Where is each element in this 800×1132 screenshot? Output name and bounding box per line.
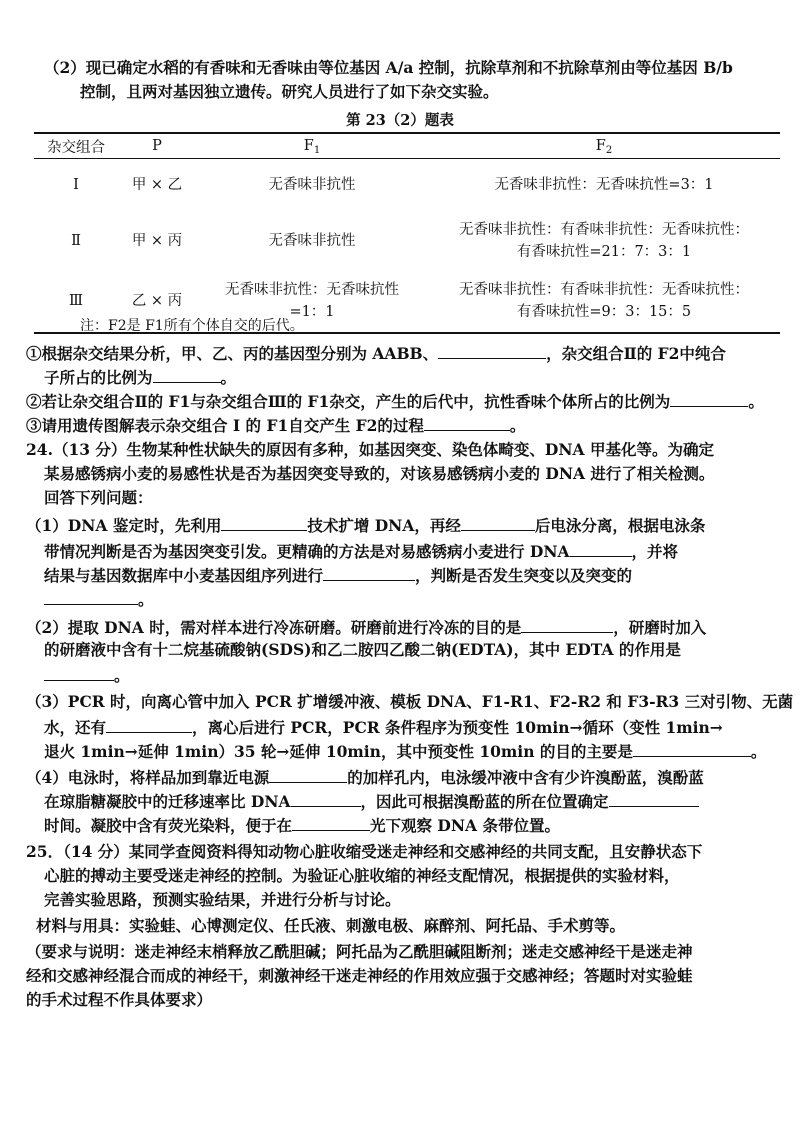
q24-p1-text-a: （1）DNA 鉴定时，先利用 bbox=[26, 516, 222, 535]
answer-blank[interactable] bbox=[291, 790, 361, 807]
q25-materials: 材料与用具：实验蛙、心博测定仪、任氏液、刺激电极、麻醉剂、阿托品、手术剪等。 bbox=[36, 916, 626, 935]
q23-sub2-text-b: 。 bbox=[748, 392, 764, 411]
q25-requirements-line2: 经和交感神经混合而成的神经干，刺激神经干迷走神经的作用效应强于交感神经；答题时对实验蛙 bbox=[26, 966, 693, 985]
q24-p4-text-c: 在琼脂糖凝胶中的迁移速率比 DNA bbox=[44, 792, 291, 811]
answer-blank[interactable] bbox=[609, 790, 699, 807]
q24-p2-line1 bbox=[26, 616, 706, 638]
q25-requirements-line3: 的手术过程不作具体要求） bbox=[26, 990, 213, 1009]
answer-blank[interactable] bbox=[106, 716, 192, 733]
cell-p: 乙 × 丙 bbox=[118, 271, 196, 333]
q24-intro-line1: 24.（13 分）生物某种性状缺失的原因有多种，如基因突变、染色体畸变、DNA 甲基化等。为确定 bbox=[26, 440, 714, 459]
q24-p1-line3 bbox=[44, 564, 632, 586]
cell-f1-line1: 无香味非抗性：无香味抗性 bbox=[225, 282, 399, 298]
cell-f2-line2: 有香味抗性=9：3：15：5 bbox=[516, 304, 692, 320]
answer-blank[interactable] bbox=[521, 616, 613, 633]
q24-p1-text-b: 技术扩增 DNA，再经 bbox=[307, 516, 461, 535]
answer-blank[interactable] bbox=[633, 740, 751, 757]
q24-p1-text-c: 后电泳分离，根据电泳条 bbox=[534, 516, 706, 535]
q24-p3-text-e: 。 bbox=[750, 742, 767, 761]
cell-f2-line1: 无香味非抗性：有香味非抗性：无香味抗性： bbox=[459, 221, 749, 238]
q24-p2-text-a: （2）提取 DNA 时，需对样本进行冷冻研磨。研磨前进行冷冻的目的是 bbox=[26, 618, 522, 637]
q24-p2-line2: 的研磨液中含有十二烷基硫酸钠(SDS)和乙二胺四乙酸二钠(EDTA)，其中 EDTA 的作用是 bbox=[44, 640, 681, 659]
table-note: 注：F2是 F1所有个体自交的后代。 bbox=[80, 318, 304, 334]
table-header-row bbox=[34, 133, 780, 159]
answer-blank[interactable] bbox=[570, 540, 632, 557]
q24-p4-line3 bbox=[44, 814, 560, 836]
answer-blank[interactable] bbox=[292, 814, 370, 831]
q24-p1-text-f: 结果与基因数据库中小麦基因组序列进行 bbox=[44, 566, 324, 585]
q24-p4-text-f: 光下观察 DNA 条带位置。 bbox=[370, 816, 560, 835]
q23-sub1-line1 bbox=[26, 342, 726, 364]
answer-blank[interactable] bbox=[670, 390, 748, 407]
answer-blank[interactable] bbox=[153, 366, 221, 383]
q25-intro-line2: 心脏的搏动主要受迷走神经的控制。为验证心脏收缩的神经支配情况，根据提供的实验材料， bbox=[44, 866, 680, 885]
q23-2-intro-line2: 控制，且两对基因独立遗传。研究人员进行了如下杂交实验。 bbox=[80, 82, 499, 101]
q23-sub1-text-b: ，杂交组合Ⅱ的 F2中纯合 bbox=[546, 344, 726, 363]
q25-intro-line3: 完善实验思路，预测实验结果，并进行分析与讨论。 bbox=[44, 890, 401, 909]
q23-sub2-line bbox=[26, 390, 764, 412]
q24-p1-text-g: ，判断是否发生突变以及突变的 bbox=[415, 566, 633, 585]
answer-blank[interactable] bbox=[438, 342, 546, 359]
q24-p1-text-h: 。 bbox=[138, 590, 154, 609]
header-f1: $F_1$ bbox=[196, 133, 428, 159]
cell-f1-line2: =1：1 bbox=[289, 304, 335, 320]
q24-p4-text-b: 的加样孔内，电泳缓冲液中含有少许溴酚蓝，溴酚蓝 bbox=[347, 768, 704, 787]
q23-sub1-text-d: 。 bbox=[220, 368, 237, 387]
q23-sub1-text-c: 子所占的比例为 bbox=[44, 368, 153, 387]
cell-f2-line1: 无香味非抗性：有香味非抗性：无香味抗性： bbox=[459, 282, 749, 298]
answer-blank[interactable] bbox=[269, 766, 347, 783]
q24-p1-line4 bbox=[44, 588, 154, 610]
cell-group: Ⅰ bbox=[73, 176, 79, 193]
q23-sub3-text-a: ③请用遗传图解表示杂交组合 Ⅰ 的 F1自交产生 F2的过程 bbox=[26, 416, 424, 435]
cell-f1: 无香味非抗性 bbox=[268, 176, 356, 193]
q24-p2-line3 bbox=[44, 664, 130, 686]
q24-p4-text-e: 时间。凝胶中含有荧光染料，便于在 bbox=[44, 816, 293, 835]
header-group: 杂交组合 bbox=[34, 133, 118, 159]
cross-table bbox=[34, 132, 780, 334]
q23-sub3-text-b: 。 bbox=[509, 416, 526, 435]
answer-blank[interactable] bbox=[323, 564, 415, 581]
cell-f2: 无香味非抗性：无香味抗性=3：1 bbox=[494, 176, 714, 193]
q23-2-intro-line1: （2）现已确定水稻的有香味和无香味由等位基因 A/a 控制，抗除草剂和不抗除草剂由等位基因 B/b bbox=[44, 58, 733, 77]
q24-p3-text-d: 退火 1min→延伸 1min）35 轮→延伸 10min，其中预变性 10min 的目的主要是 bbox=[44, 742, 633, 761]
q23-sub2-text-a: ②若让杂交组合Ⅱ的 F1与杂交组合Ⅲ的 F1杂交，产生的后代中，抗性香味个体所占的比例为 bbox=[26, 392, 671, 411]
cell-f1: 无香味非抗性 bbox=[268, 232, 356, 249]
answer-blank[interactable] bbox=[44, 664, 114, 681]
q25-requirements-line1: （要求与说明：迷走神经末梢释放乙酰胆碱；阿托品为乙酰胆碱阻断剂；迷走交感神经干是迷走神 bbox=[26, 942, 693, 961]
cell-p: 甲 × 乙 bbox=[131, 176, 183, 193]
table-row bbox=[34, 159, 780, 211]
answer-blank[interactable] bbox=[424, 414, 510, 431]
q24-p1-line1 bbox=[26, 514, 705, 536]
q23-sub1-line2 bbox=[44, 366, 236, 388]
cell-f2 bbox=[428, 211, 780, 271]
header-f2: $F_2$ bbox=[428, 133, 780, 159]
q24-p3-text-c: ，离心后进行 PCR，PCR 条件程序为预变性 10min→循环（变性 1min→ bbox=[192, 718, 723, 737]
q24-p2-text-b: ，研磨时加入 bbox=[613, 618, 707, 637]
q24-intro-line2: 某易感锈病小麦的易感性状是否为基因突变导致的，对该易感锈病小麦的 DNA 进行了相关检测。 bbox=[44, 464, 715, 483]
q24-p4-line2 bbox=[44, 790, 699, 812]
q23-sub3-line bbox=[26, 414, 525, 436]
cell-group: Ⅲ bbox=[34, 271, 118, 333]
q24-p4-text-a: （4）电泳时，将样品加到靠近电源 bbox=[26, 768, 270, 787]
q25-intro-line1: 25．（14 分）某同学查阅资料得知动物心脏收缩受迷走神经和交感神经的共同支配，且安静状态下 bbox=[26, 842, 703, 861]
q24-p4-line1 bbox=[26, 766, 704, 788]
cell-f2-line2: 有香味抗性=21：7：3：1 bbox=[516, 243, 692, 260]
q24-p1-text-e: ，并将 bbox=[631, 542, 679, 561]
q24-p3-text-b: 水，还有 bbox=[44, 718, 107, 737]
answer-blank[interactable] bbox=[461, 514, 535, 531]
q24-p1-text-d: 带情况判断是否为基因突变引发。更精确的方法是对易感锈病小麦进行 DNA bbox=[44, 542, 570, 561]
q24-p2-text-d: 。 bbox=[114, 666, 130, 685]
answer-blank[interactable] bbox=[44, 588, 138, 605]
q24-p3-line1: （3）PCR 时，向离心管中加入 PCR 扩增缓冲液、模板 DNA、F1-R1、F2-R2 和 F3-R3 三对引物、无菌 bbox=[26, 692, 794, 711]
header-p: P bbox=[118, 133, 196, 159]
q24-p1-line2 bbox=[44, 540, 678, 562]
cell-group: Ⅱ bbox=[71, 232, 81, 249]
table-caption: 第 23（2）题表 bbox=[346, 112, 454, 129]
q23-sub1-text-a: ①根据杂交结果分析，甲、乙、丙的基因型分别为 AABB、 bbox=[26, 344, 439, 363]
cell-p: 甲 × 丙 bbox=[131, 232, 183, 249]
answer-blank[interactable] bbox=[221, 514, 307, 531]
cell-f2 bbox=[428, 271, 780, 333]
q24-intro-line3: 回答下列问题： bbox=[44, 488, 153, 507]
q24-p3-line2 bbox=[44, 716, 723, 738]
table-row bbox=[34, 211, 780, 271]
q24-p4-text-d: ，因此可根据溴酚蓝的所在位置确定 bbox=[360, 792, 609, 811]
q24-p3-line3 bbox=[44, 740, 766, 762]
